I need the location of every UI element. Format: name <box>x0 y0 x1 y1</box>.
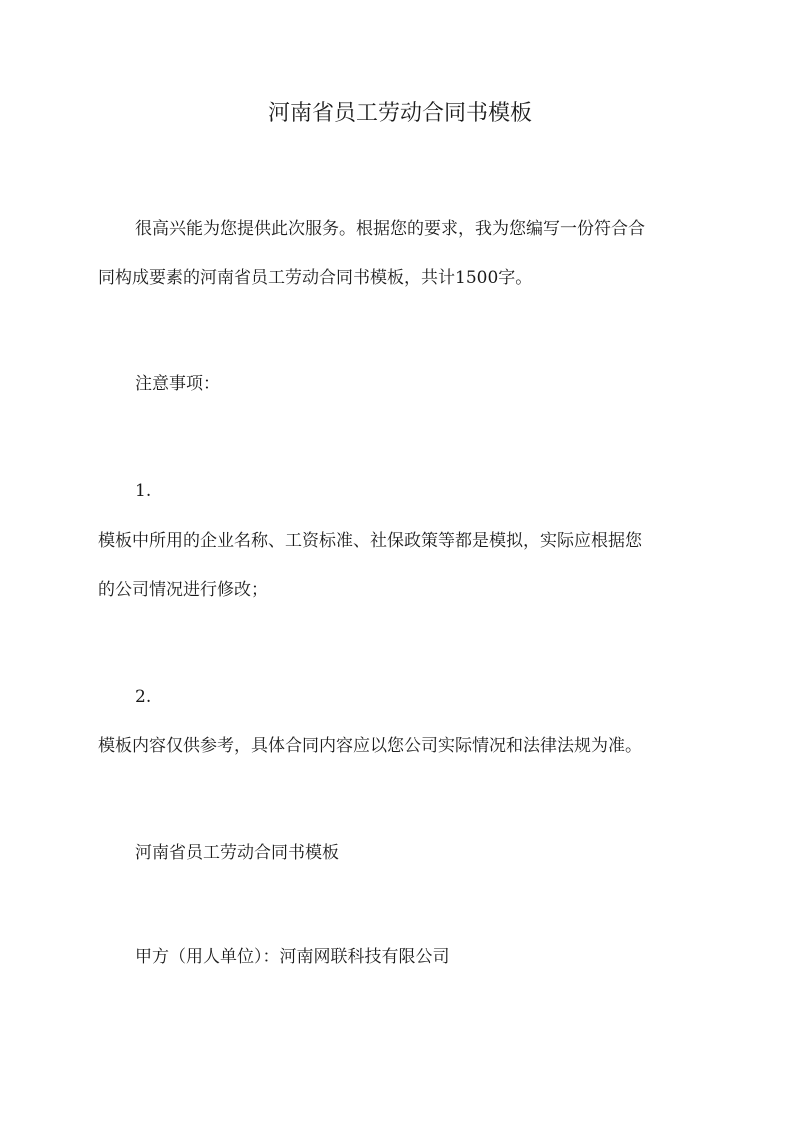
intro-paragraph-line-2: 同构成要素的河南省员工劳动合同书模板，共计1500字。 <box>98 268 533 288</box>
party-a-line: 甲方（用人单位）：河南网联科技有限公司 <box>135 947 450 967</box>
intro-paragraph-line-1: 很高兴能为您提供此次服务。根据您的要求，我为您编写一份符合合 <box>135 219 645 239</box>
note-2-number: 2. <box>135 687 152 707</box>
note-2-line-1: 模板内容仅供参考，具体合同内容应以您公司实际情况和法律法规为准。 <box>98 736 642 756</box>
notes-heading: 注意事项： <box>135 374 220 394</box>
document-subtitle: 河南省员工劳动合同书模板 <box>135 843 339 863</box>
note-1-line-2: 的公司情况进行修改； <box>98 580 268 600</box>
document-title: 河南省员工劳动合同书模板 <box>267 101 532 126</box>
note-1-line-1: 模板中所用的企业名称、工资标准、社保政策等都是模拟，实际应根据您 <box>98 531 642 551</box>
note-1-number: 1. <box>135 481 152 501</box>
